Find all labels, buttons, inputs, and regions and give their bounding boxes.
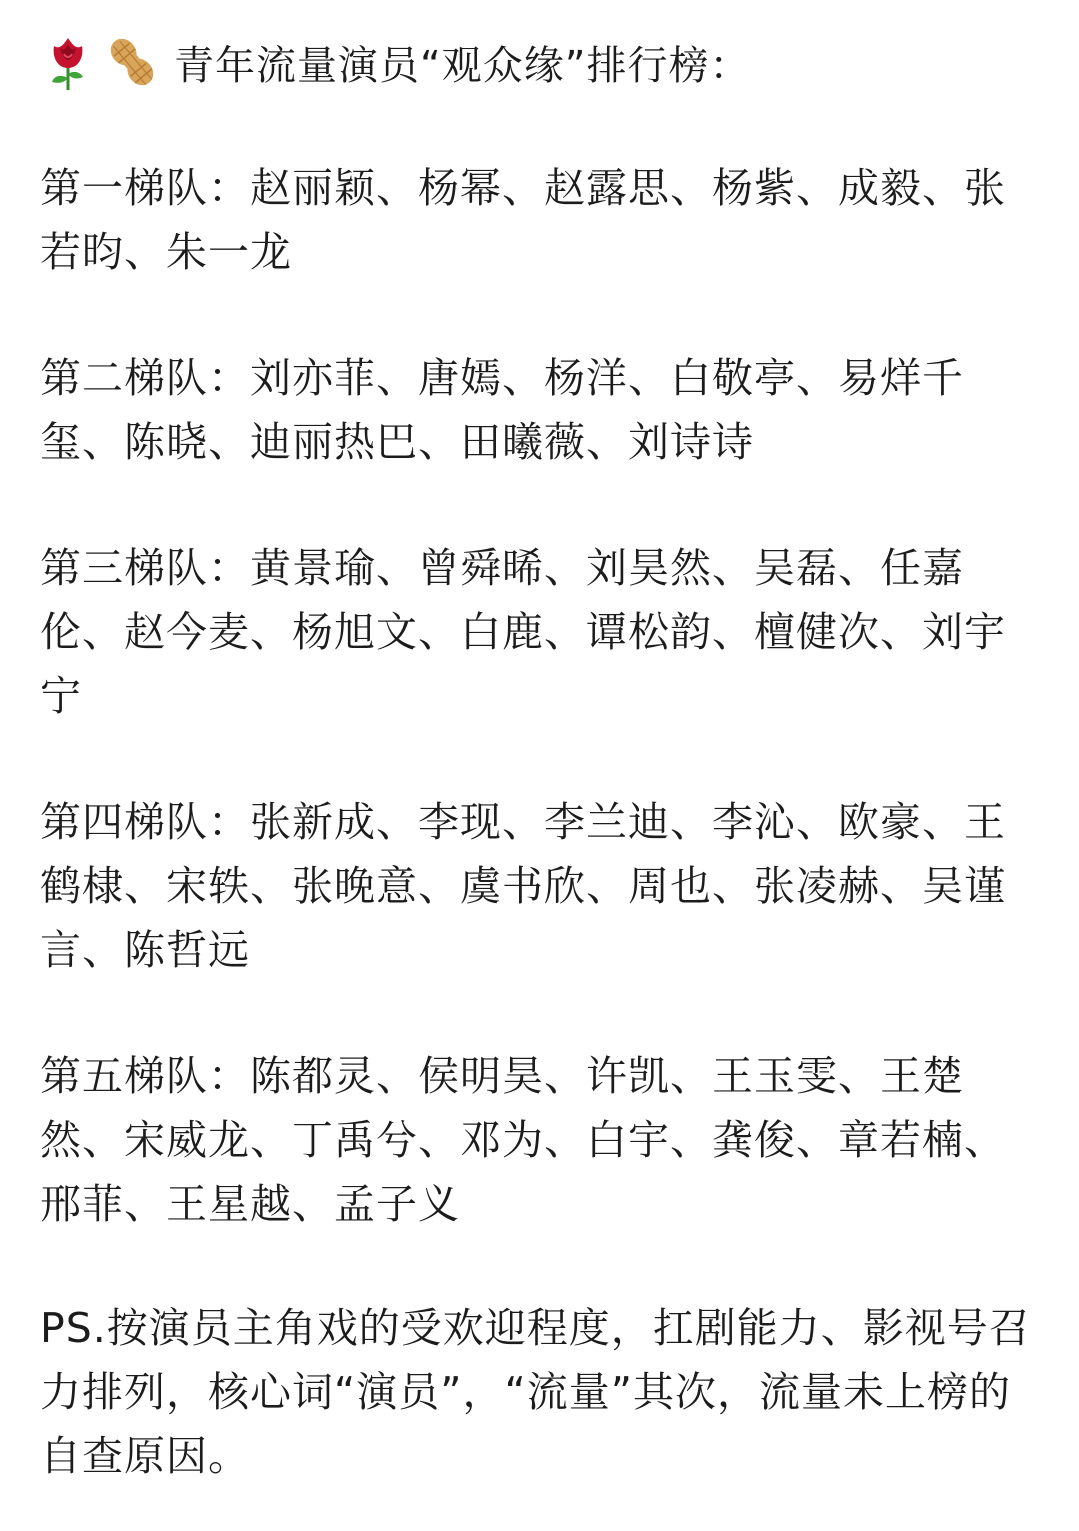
- tier-label: 第一梯队：: [40, 164, 250, 212]
- post-content: [40, 26, 1040, 1488]
- tier-names: 陈都灵、侯明昊、许凯、王玉雯、王楚然、宋威龙、丁禹兮、邓为、白宇、龚俊、章若楠、邢菲、王星越、孟子义: [40, 1052, 1006, 1228]
- peanut-icon: [104, 32, 160, 92]
- ps-note: PS.按演员主角戏的受欢迎程度，扛剧能力、影视号召力排列，核心词“演员”，“流量”其次，流量未上榜的自查原因。: [40, 1304, 1031, 1480]
- tier-paragraph: [40, 156, 1040, 284]
- tier-names: 张新成、李现、李兰迪、李沁、欧豪、王鹤棣、宋轶、张晚意、虞书欣、周也、张凌赫、吴谨言、陈哲远: [40, 798, 1006, 974]
- tier-paragraph: [40, 536, 1040, 728]
- tier-names: 黄景瑜、曾舜晞、刘昊然、吴磊、任嘉伦、赵今麦、杨旭文、白鹿、谭松韵、檀健次、刘宇宁: [40, 544, 1006, 720]
- tier-label: 第四梯队：: [40, 798, 250, 846]
- post-title-line: [40, 26, 1040, 98]
- tier-names: 赵丽颖、杨幂、赵露思、杨紫、成毅、张若昀、朱一龙: [40, 164, 1006, 276]
- tier-paragraph: [40, 790, 1040, 982]
- tier-label: 第二梯队：: [40, 354, 250, 402]
- tier-paragraph: [40, 346, 1040, 474]
- rose-icon: [40, 32, 96, 92]
- tier-names: 刘亦菲、唐嫣、杨洋、白敬亭、易烊千玺、陈晓、迪丽热巴、田曦薇、刘诗诗: [40, 354, 964, 466]
- post-title: 青年流量演员“观众缘”排行榜：: [174, 42, 751, 89]
- tier-label: 第五梯队：: [40, 1052, 250, 1100]
- tier-label: 第三梯队：: [40, 544, 250, 592]
- tier-paragraph: [40, 1044, 1040, 1236]
